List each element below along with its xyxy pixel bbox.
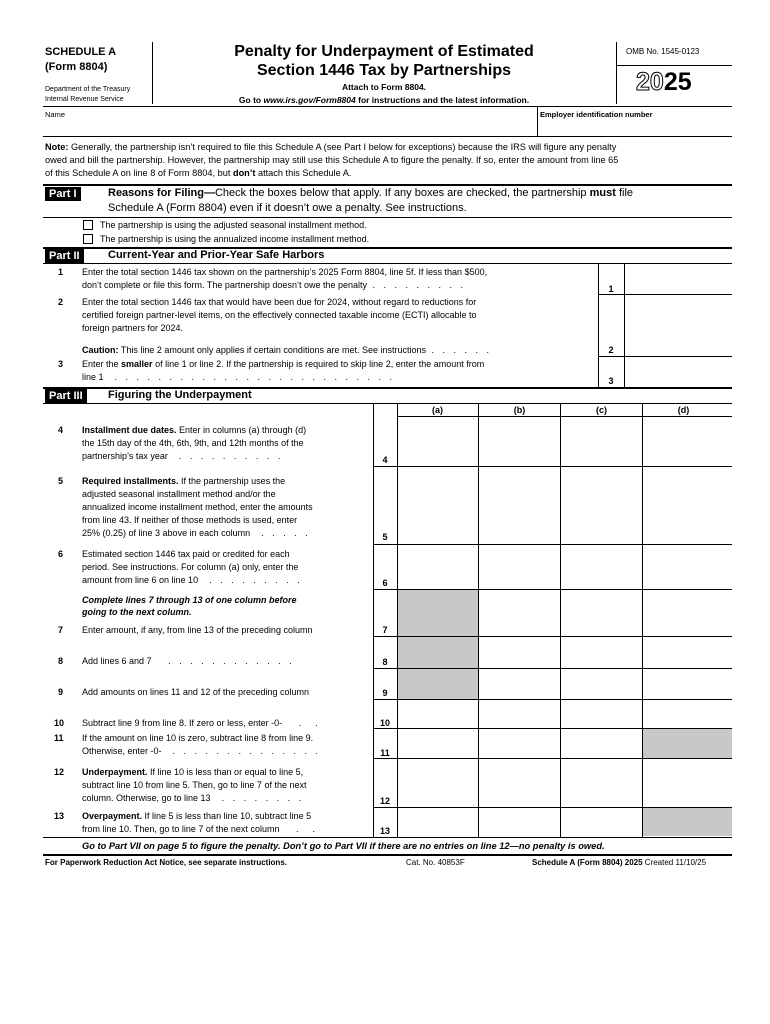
line-10-col-b-field[interactable] [479, 700, 559, 727]
line-7-number: 7 [58, 625, 64, 635]
year-bold-digits: 25 [663, 68, 692, 96]
complete-lines-note: Complete lines 7 through 13 of one column before [82, 595, 297, 605]
line-10-col-d-field[interactable] [643, 700, 731, 727]
line-9-col-a-shaded [398, 669, 478, 699]
line-5-text-4: from line 43. If neither of those methods is used, enter [82, 515, 298, 525]
line-5-text-3: annualized income installment method, enter the amounts [82, 502, 313, 512]
line-12-box-number: 12 [379, 796, 390, 806]
catalog-number: Cat. No. 40853F [406, 858, 465, 867]
line-8-text: Add lines 6 and 7 [82, 656, 152, 666]
line-8-col-d-field[interactable] [643, 637, 731, 667]
seasonal-method-label: The partnership is using the adjusted seasonal installment method. [100, 220, 367, 230]
line-12-text-2: subtract line 10 from line 5. Then, go to line 7 of the next [82, 780, 307, 790]
ein-label: Employer identification number [540, 110, 653, 119]
line-2-amount-field[interactable] [626, 297, 730, 354]
line-8-col-c-field[interactable] [561, 637, 641, 667]
line-11-col-c-field[interactable] [561, 729, 641, 757]
line-13-number: 13 [54, 811, 65, 821]
note-text-3: of this Schedule A on line 8 of Form 8804, but [45, 168, 233, 178]
line-3-text: Enter the smaller of line 1 or line 2. If the partnership is required to skip line 2, enter the amount from [82, 359, 485, 369]
line-10-box-number: 10 [379, 718, 390, 728]
line-7-col-d-field[interactable] [643, 590, 731, 635]
line-11-col-b-field[interactable] [479, 729, 559, 757]
line-10-col-c-field[interactable] [561, 700, 641, 727]
line-4-col-d-field[interactable] [643, 417, 731, 465]
line-1-number: 1 [58, 267, 64, 277]
line-6-box-number: 6 [382, 578, 388, 588]
column-b-header: (b) [513, 405, 526, 415]
line-5-number: 5 [58, 476, 64, 486]
line-11-box-number: 11 [380, 748, 390, 758]
line-8-box-number: 8 [382, 657, 388, 667]
form-title-line2: Section 1446 Tax by Partnerships [256, 62, 512, 79]
line-13-text: If line 5 is less than line 10, subtract line 5 [142, 811, 312, 821]
line-4-box-number: 4 [382, 455, 388, 465]
caution-text: This line 2 amount only applies if certain conditions are met. See instructions [118, 345, 426, 355]
line-1-text: Enter the total section 1446 tax shown on the partnership’s 2025 Form 8804, line 5f. If less than $500, [82, 267, 488, 277]
line-1-box-number: 1 [608, 284, 614, 294]
line-4-col-b-field[interactable] [479, 417, 559, 465]
line-5-text-5: 25% (0.25) of line 3 above in each column [82, 528, 251, 538]
line-4-col-c-field[interactable] [561, 417, 641, 465]
line-4-number: 4 [58, 425, 64, 435]
line-7-col-c-field[interactable] [561, 590, 641, 635]
line-2-text: Enter the total section 1446 tax that would have been due for 2024, without regard to reductions for [82, 297, 477, 307]
line-4-label: Installment due dates. [82, 425, 177, 435]
line-3-amount-field[interactable] [626, 358, 730, 386]
line-5-col-d-field[interactable] [643, 467, 731, 543]
form-number-label: (Form 8804) [45, 61, 108, 73]
line-9-number: 9 [58, 687, 64, 697]
tax-year [636, 68, 692, 97]
line-12-label: Underpayment. [82, 767, 148, 777]
attach-instruction: Attach to Form 8804. [341, 82, 427, 92]
caution-label: Caution: [82, 345, 119, 355]
line-6-col-a-field[interactable] [398, 545, 478, 588]
line-8-col-a-shaded [398, 637, 478, 668]
part-1-tag: Part I [45, 187, 81, 201]
agency-label: Internal Revenue Service [45, 96, 124, 103]
line-9-box-number: 9 [382, 688, 388, 698]
line-3-box-number: 3 [608, 376, 614, 386]
line-12-col-b-field[interactable] [479, 759, 559, 806]
line-13-col-d-shaded [643, 808, 732, 836]
form-title-line1: Penalty for Underpayment of Estimated [234, 43, 534, 60]
line-1-text-2: don’t complete or file this form. The partnership doesn’t owe the penalty [82, 280, 367, 290]
line-12-number: 12 [54, 767, 65, 777]
line-11-text-2: Otherwise, enter -0- [82, 746, 162, 756]
seasonal-method-checkbox[interactable] [83, 220, 93, 230]
line-5-text: If the partnership uses the [178, 476, 286, 486]
line-2-box-number: 2 [608, 345, 614, 355]
line-5-text-2: adjusted seasonal installment method and/or the [82, 489, 276, 499]
line-13-label: Overpayment. [82, 811, 143, 821]
form-reference: Schedule A (Form 8804) 2025 Created 11/10/25 [532, 858, 707, 867]
line-13-text-2: from line 10. Then, go to line 7 of the next column [82, 824, 280, 834]
schedule-label: SCHEDULE A [45, 46, 117, 58]
line-3-number: 3 [58, 359, 64, 369]
line-6-number: 6 [58, 549, 64, 559]
line-7-text: Enter amount, if any, from line 13 of the preceding column [82, 625, 313, 635]
line-9-col-d-field[interactable] [643, 669, 731, 698]
name-label: Name [45, 110, 66, 119]
line-4-text-3: partnership’s tax year [82, 451, 168, 461]
line-6-text-3: amount from line 6 on line 10 [82, 575, 199, 585]
line-8-col-b-field[interactable] [479, 637, 559, 667]
annualized-method-label: The partnership is using the annualized income installment method. [100, 234, 370, 244]
line-12-text-3: column. Otherwise, go to line 13 [82, 793, 211, 803]
department-label: Department of the Treasury [45, 86, 131, 93]
line-5-box-number: 5 [382, 532, 388, 542]
part-3-title: Figuring the Underpayment [108, 389, 252, 401]
line-6-col-d-field[interactable] [643, 545, 731, 588]
irs-url-link[interactable]: www.irs.gov/Form8804 [263, 95, 356, 105]
line-13-col-b-field[interactable] [479, 808, 559, 836]
note-text-1: Generally, the partnership isn’t required to file this Schedule A (see Part I below for exceptions) because the IRS will figure any penalty [68, 142, 617, 152]
line-5-col-b-field[interactable] [479, 467, 559, 543]
line-5-label: Required installments. [82, 476, 179, 486]
complete-lines-note-2: going to the next column. [82, 607, 192, 617]
line-9-col-b-field[interactable] [479, 669, 559, 698]
part-2-title: Current-Year and Prior-Year Safe Harbors [108, 249, 325, 261]
part-1-title: Reasons for Filing—Check the boxes below that apply. If any boxes are checked, the partnership must file [108, 187, 634, 199]
line-11-col-d-shaded [643, 729, 732, 758]
line-9-text: Add amounts on lines 11 and 12 of the preceding column [82, 687, 309, 697]
line-12-text: If line 10 is less than or equal to line 5, [147, 767, 304, 777]
line-13-col-a-field[interactable] [398, 808, 478, 836]
part-1-title-line2: Schedule A (Form 8804) even if it doesn’t owe a penalty. See instructions. [108, 202, 467, 214]
column-c-header: (c) [596, 405, 607, 415]
part-2-tag: Part II [45, 249, 84, 263]
line-5-col-a-field[interactable] [398, 467, 478, 543]
goto-instruction: Go to www.irs.gov/Form8804 for instructions and the latest information. [238, 95, 530, 105]
part-3-tag: Part III [45, 389, 87, 403]
line-12-col-d-field[interactable] [643, 759, 731, 806]
note-text-2: owed and bill the partnership. However, the partnership may still use this Schedule A to figure the penalty. If so, enter the amount from line 65 [45, 155, 619, 165]
annualized-method-checkbox[interactable] [83, 234, 93, 244]
line-2-number: 2 [58, 297, 64, 307]
line-7-col-b-field[interactable] [479, 590, 559, 635]
ein-field[interactable] [540, 120, 730, 134]
line-2-text-2: certified foreign partner-level items, on the effectively connected taxable income (ECTI) allocable to [82, 310, 477, 320]
line-1-amount-field[interactable] [626, 266, 730, 293]
omb-number: OMB No. 1545-0123 [626, 47, 700, 56]
line-6-col-c-field[interactable] [561, 545, 641, 588]
line-3-text-2: line 1 [82, 372, 104, 382]
line-12-col-a-field[interactable] [398, 759, 478, 806]
year-outline-digits: 20 [636, 68, 664, 96]
line-10-col-a-field[interactable] [398, 700, 478, 727]
line-6-col-b-field[interactable] [479, 545, 559, 588]
line-10-number: 10 [54, 718, 65, 728]
line-13-col-c-field[interactable] [561, 808, 641, 836]
line-9-col-c-field[interactable] [561, 669, 641, 698]
paperwork-notice: For Paperwork Reduction Act Notice, see separate instructions. [45, 858, 287, 867]
line-11-col-a-field[interactable] [398, 729, 478, 757]
goto-part-7-note: Go to Part VII on page 5 to figure the penalty. Don’t go to Part VII if there are no entries on line 12—no penalty is owed. [82, 841, 605, 851]
line-8-number: 8 [58, 656, 64, 666]
line-5-col-c-field[interactable] [561, 467, 641, 543]
line-4-col-a-field[interactable] [398, 417, 478, 465]
line-4-text-2: the 15th day of the 4th, 6th, 9th, and 12th months of the [82, 438, 304, 448]
line-13-box-number: 13 [379, 826, 390, 836]
line-6-text: Estimated section 1446 tax paid or credited for each [82, 549, 290, 559]
column-d-header: (d) [677, 405, 690, 415]
line-2-text-3: foreign partners for 2024. [82, 323, 184, 333]
line-12-col-c-field[interactable] [561, 759, 641, 806]
line-7-col-a-shaded [398, 589, 478, 636]
note-label: Note: [45, 142, 69, 152]
line-11-text: If the amount on line 10 is zero, subtract line 8 from line 9. [82, 733, 314, 743]
line-11-number: 11 [54, 733, 64, 743]
line-6-text-2: period. See instructions. For column (a) only, enter the [82, 562, 299, 572]
line-4-text: Enter in columns (a) through (d) [176, 425, 307, 435]
line-7-box-number: 7 [382, 625, 388, 635]
name-field[interactable] [45, 120, 533, 134]
line-10-text: Subtract line 9 from line 8. If zero or less, enter -0- [82, 718, 283, 728]
column-a-header: (a) [432, 405, 443, 415]
